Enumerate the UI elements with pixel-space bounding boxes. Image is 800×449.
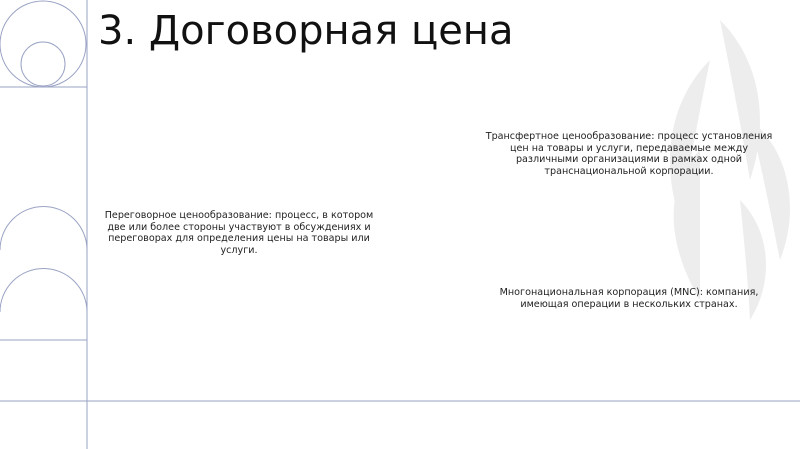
definition-negotiated-pricing: Переговорное ценообразование: процесс, в котором две или более стороны участвуют в обсуждениях и переговорах для определения цены на товары или услуги. bbox=[104, 210, 374, 256]
page-title: 3. Договорная цена bbox=[98, 8, 514, 54]
decor-circle-small bbox=[21, 42, 65, 86]
definition-transfer-pricing: Трансфертное ценообразование: процесс установления цен на товары и услуги, передаваемые между различными организациями в рамках одной транснациональной корпорации. bbox=[485, 131, 773, 177]
definition-mnc: Многонациональная корпорация (MNC): компания, имеющая операции в нескольких странах. bbox=[499, 287, 759, 310]
decor-circle-large bbox=[0, 1, 86, 87]
decor-arch-upper bbox=[0, 207, 87, 251]
decor-arch-lower bbox=[0, 269, 87, 313]
